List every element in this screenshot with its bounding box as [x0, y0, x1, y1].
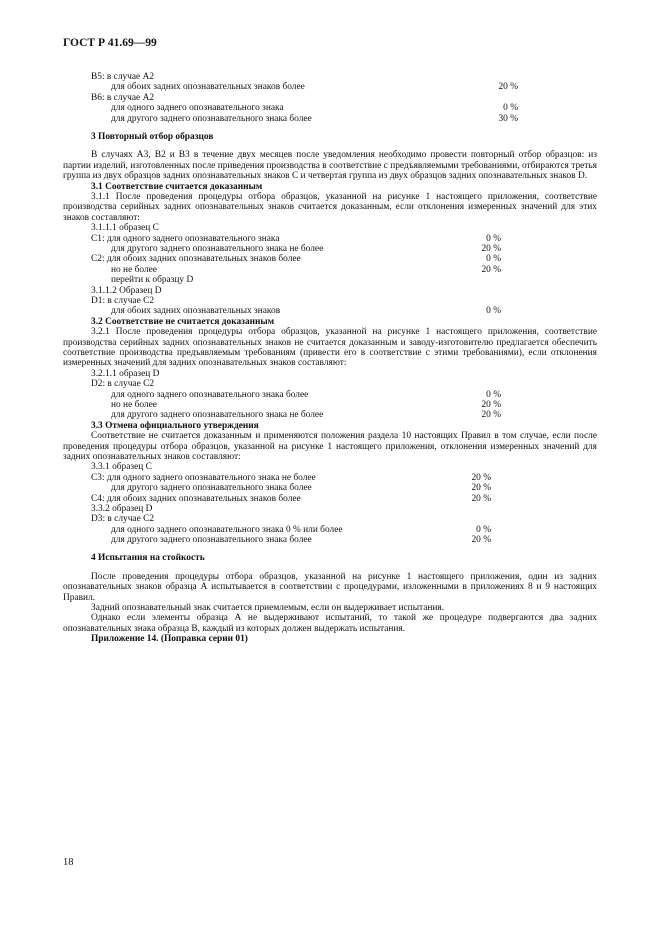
criteria-value: 20 % — [481, 410, 501, 421]
criteria-row — [63, 286, 597, 296]
criteria-row — [63, 494, 597, 504]
section-heading: Приложение 14. (Поправка серии 01) — [91, 634, 248, 645]
criteria-row — [63, 72, 597, 82]
criteria-text: C1: для одного заднего опознавательного знака — [91, 233, 280, 244]
criteria-text: D3: в случае С2 — [91, 514, 155, 525]
criteria-value: 20 % — [481, 399, 501, 410]
criteria-text: D2: в случае С2 — [91, 379, 155, 390]
criteria-text: 3.1.1.2 Образец D — [91, 285, 162, 296]
criteria-row — [63, 504, 597, 514]
paragraph: Однако если элементы образца А не выдерживают испытаний, то такой же процедуре подвергаются два задних опознавательных знака образца В, каждый из которых должен выдержать испытания. — [63, 613, 597, 634]
criteria-text: C3: для одного заднего опознавательного знака не более — [91, 472, 316, 483]
criteria-row — [63, 369, 597, 379]
criteria-value: 20 % — [471, 472, 491, 483]
criteria-row — [63, 275, 597, 285]
section-heading: 3.1 Соответствие считается доказанным — [91, 181, 263, 192]
criteria-value: 0 % — [486, 254, 501, 265]
paragraph: В случаях А3, В2 и В3 в течение двух месяцев после уведомления необходимо провести повторный отбор образцов: из партии изделий, изготовленных после приведения производства в соответствие с предъявляемыми требованиями, отбираются третья группа из двух образцов задних опознавательных знаков С и четвертая группа из двух образцов задних опознавательных знаков D. — [63, 150, 597, 182]
criteria-row — [63, 514, 597, 524]
criteria-text: B5: в случае А2 — [91, 72, 155, 82]
criteria-text: 3.1.1.1 образец С — [91, 223, 159, 234]
paragraph: Задний опознавательный знак считается приемлемым, если он выдерживает испытания. — [91, 603, 445, 614]
criteria-row — [63, 525, 597, 535]
spacer — [63, 564, 597, 572]
paragraph: После проведения процедуры отбора образцов, указанной на рисунке 1 настоящего приложения, один из задних опознавательных знаков образца А испытывается в соответствии с процедурами, изложенными в приложениях 8 и 9 настоящих Правил. — [63, 571, 597, 603]
criteria-text: но не более — [111, 399, 157, 410]
page-number: 18 — [63, 857, 74, 868]
criteria-value: 0 % — [476, 524, 491, 535]
paragraph: Соответствие не считается доказанным и применяются положения раздела 10 настоящих Правил в том случае, если после проведения процедуры отбора образцов, указанной на рисунке 1 настоящего приложения, отклонения измеренных значений для задних опознавательных знаков составляют: — [63, 431, 597, 462]
criteria-row — [63, 473, 597, 483]
criteria-row — [63, 82, 597, 92]
criteria-value: 20 % — [471, 535, 491, 546]
criteria-row — [63, 254, 597, 264]
section-heading: 3.2 Соответствие не считается доказанным — [91, 316, 275, 327]
criteria-value: 20 % — [481, 264, 501, 275]
criteria-text: для одного заднего опознавательного знака 0 % или более — [111, 524, 343, 535]
criteria-text: для другого заднего опознавательного знака не более — [111, 410, 324, 421]
criteria-row — [63, 379, 597, 389]
paragraph: 3.1.1 После проведения процедуры отбора образцов, указанной на рисунке 1 настоящего приложения, соответствие производства серийных задних опознавательных знаков считается доказанным, если отклонения измеренных значений для этих знаков составляют: — [63, 191, 597, 223]
criteria-text: C2: для обоих задних опознавательных знаков более — [91, 254, 301, 265]
criteria-row — [63, 410, 597, 420]
criteria-value: 0 % — [486, 306, 501, 317]
criteria-row — [63, 234, 597, 244]
criteria-text: для обоих задних опознавательных знаков более — [111, 82, 305, 93]
criteria-row — [63, 223, 597, 233]
criteria-value: 20 % — [471, 483, 491, 494]
criteria-text: для другого заднего опознавательного знака более — [111, 535, 312, 546]
criteria-text: 3.3.2 образец D — [91, 503, 153, 514]
criteria-value: 20 % — [471, 493, 491, 504]
criteria-text: для другого заднего опознавательного знака более — [111, 113, 312, 124]
criteria-text: но не более — [111, 264, 157, 275]
section-heading: 3.3 Отмена официального утверждения — [91, 420, 259, 431]
criteria-text: C4: для обоих задних опознавательных знаков более — [91, 493, 301, 504]
criteria-row — [63, 265, 597, 275]
criteria-value: 20 % — [498, 82, 518, 93]
criteria-row — [63, 400, 597, 410]
criteria-text: перейти к образцу D — [111, 275, 194, 286]
document-header: ГОСТ Р 41.69—99 — [63, 37, 157, 49]
criteria-row — [63, 93, 597, 103]
criteria-row — [63, 390, 597, 400]
criteria-text: для другого заднего опознавательного знака более — [111, 483, 312, 494]
paragraph: 3.2.1 После проведения процедуры отбора образцов, указанной на рисунке 1 настоящего приложения, соответствие производства серийных задних опознавательных знаков не считается доказанным и заводу-изготовителю предлагается обеспечить соответствие производства предъявляемым требованиям (привести его в соответствие с этими требованиями), если отклонения измеренных значений для задних опознавательных знаков составляют: — [63, 327, 597, 369]
criteria-row — [63, 244, 597, 254]
criteria-row — [63, 103, 597, 113]
criteria-text: для обоих задних опознавательных знаков — [111, 306, 281, 317]
criteria-row — [63, 114, 597, 124]
criteria-value: 0 % — [486, 233, 501, 244]
section-heading: 4 Испытания на стойкость — [91, 553, 205, 564]
criteria-value: 30 % — [498, 113, 518, 124]
criteria-text: 3.3.1 образец С — [91, 462, 152, 473]
criteria-row — [63, 462, 597, 472]
criteria-text: 3.2.1.1 образец D — [91, 368, 160, 379]
section-heading: 3 Повторный отбор образцов — [91, 131, 214, 142]
criteria-row — [63, 483, 597, 493]
criteria-text: для другого заднего опознавательного знака не более — [111, 243, 324, 254]
criteria-value: 20 % — [481, 243, 501, 254]
criteria-text: для одного заднего опознавательного знака — [111, 103, 284, 114]
criteria-text: D1: в случае С2 — [91, 295, 155, 306]
criteria-text: для одного заднего опознавательного знака более — [111, 389, 309, 400]
document-body — [63, 72, 597, 645]
criteria-row — [63, 306, 597, 316]
criteria-row — [63, 296, 597, 306]
criteria-row — [63, 535, 597, 545]
spacer — [63, 124, 597, 132]
criteria-text: B6: в случае А2 — [91, 92, 155, 103]
criteria-value: 0 % — [503, 103, 518, 114]
criteria-value: 0 % — [486, 389, 501, 400]
